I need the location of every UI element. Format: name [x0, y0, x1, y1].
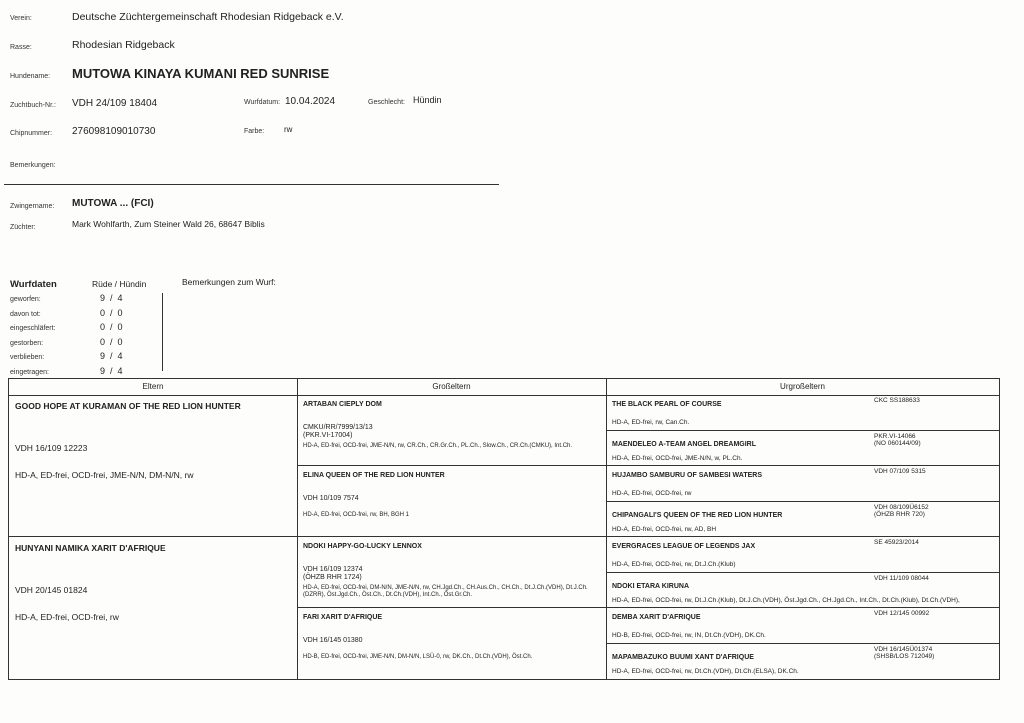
- parent-cell: [9, 395, 297, 537]
- great-grandparent-info: HD-A, ED-frei, OCD-frei, rw, Dt.J.Ch.(Klub): [612, 561, 736, 568]
- grandparent-name: NDOKI HAPPY-GO-LUCKY LENNOX: [303, 543, 422, 550]
- grandparents-column: [297, 379, 607, 679]
- grandparent-reg2: (PKR.VI-17004): [303, 432, 353, 439]
- great-grandparent-reg: PKR.VI-14066: [874, 432, 916, 440]
- grandparent-name: ELINA QUEEN OF THE RED LION HUNTER: [303, 472, 445, 479]
- zuechter-label: Züchter:: [10, 224, 36, 231]
- grandparent-info: HD-A, ED-frei, OCD-frei, DM-N/N, JME-N/N, rw, CH.Jgd.Ch., CH.Aus.Ch., CH.Ch., Dt.J.Ch.(VDH), Dt.J.Ch.(DZRR), Öst.Jgd.Ch., Öst.Ch., Dt.Ch.(VDH), Int.Ch., Öst.Gr.Ch.: [303, 585, 588, 598]
- hundename-label: Hundename:: [10, 73, 51, 80]
- great-grandparent-cell: [606, 431, 999, 467]
- zuechter: Mark Wohlfarth, Zum Steiner Wald 26, 68647 Biblis: [72, 219, 265, 229]
- grandparent-reg: VDH 16/109 12374: [303, 566, 363, 573]
- great-grandparent-name: MAENDELEO A-TEAM ANGEL DREAMGIRL: [612, 440, 757, 448]
- wurf-row-label: davon tot:: [10, 310, 41, 318]
- geschlecht-label: Geschlecht:: [368, 99, 405, 106]
- great-grandparent-name: CHIPANGALI'S QUEEN OF THE RED LION HUNTER: [612, 511, 783, 519]
- grandparent-reg: VDH 16/145 01380: [303, 637, 363, 644]
- great-grandparent-info: HD-A, ED-frei, OCD-frei, rw, Dt.Ch.(VDH), Dt.Ch.(ELSA), DK.Ch.: [612, 667, 799, 675]
- wurf-divider: [162, 293, 163, 371]
- wurf-row-value: 0 / 0: [100, 322, 123, 332]
- grandparent-reg: VDH 10/109 7574: [303, 495, 359, 502]
- header-urgrosseltern: Urgroßeltern: [606, 379, 999, 396]
- grandparent-info: HD-A, ED-frei, OCD-frei, rw, BH, BGH 1: [303, 512, 410, 518]
- grandparent-name: FARI XARIT D'AFRIQUE: [303, 614, 383, 621]
- great-grandparent-reg2: (ÖHZB RHR 720): [874, 510, 925, 518]
- great-grandparent-reg: VDH 12/145 00992: [874, 610, 930, 617]
- great-grandparent-cell: [606, 537, 999, 573]
- wurf-row-label: gestorben:: [10, 339, 44, 347]
- great-grandparent-cell: [606, 502, 999, 538]
- parent-name: HUNYANI NAMIKA XARIT D'AFRIQUE: [15, 543, 166, 553]
- parents-column: [9, 379, 298, 679]
- zuchtbuch-label: Zuchtbuch-Nr.:: [10, 102, 56, 109]
- wurfdaten-title: Wurfdaten: [10, 279, 57, 290]
- wurf-remarks-label: Bemerkungen zum Wurf:: [182, 277, 276, 287]
- great-grandparent-name: DEMBA XARIT D'AFRIQUE: [612, 614, 701, 621]
- wurf-row-value: 9 / 4: [100, 365, 123, 376]
- wurfdatum: 10.04.2024: [285, 96, 336, 107]
- great-grandparent-reg2: (SHSB/LOS 712049): [874, 652, 935, 660]
- chip: 276098109010730: [72, 126, 156, 137]
- grandparent-reg: CMKU/RR/7999/13/13: [303, 424, 373, 431]
- great-grandparent-reg: VDH 07/109 5315: [874, 468, 926, 475]
- wurf-row-value: 0 / 0: [100, 307, 123, 318]
- parent-info: HD-A, ED-frei, OCD-frei, JME-N/N, DM-N/N, rw: [15, 470, 194, 480]
- bemerkungen-label: Bemerkungen:: [10, 162, 56, 169]
- zwinger-label: Zwingername:: [10, 203, 55, 210]
- great-grandparent-info: HD-A, ED-frei, OCD-frei, rw, Dt.J.Ch.(Klub), Dt.J.Ch.(VDH), Öst.Jgd.Ch., CH.Jgd.Ch., Int.Ch., Dt.Ch.(Klub), Dt.Ch.(VDH),: [612, 596, 960, 604]
- great-grandparent-cell: [606, 466, 999, 502]
- parent-cell: [9, 537, 297, 679]
- great-grandparent-reg: VDH 11/109 08044: [874, 574, 929, 582]
- great-grandparent-cell: [606, 644, 999, 680]
- great-grandparent-info: HD-A, ED-frei, OCD-frei, rw: [612, 490, 692, 497]
- wurf-row-value: 9 / 4: [100, 351, 123, 361]
- great-grandparent-cell: [606, 573, 999, 609]
- pedigree-table: [8, 378, 1000, 680]
- zuchtbuch: VDH 24/109 18404: [72, 98, 158, 109]
- grandparent-cell: [297, 608, 606, 679]
- rasse-label: Rasse:: [10, 44, 32, 51]
- verein-label: Verein:: [10, 15, 32, 22]
- wurf-row-label: eingeschläfert:: [10, 325, 56, 332]
- grandparent-cell: [297, 466, 606, 537]
- grandparent-info: HD-B, ED-frei, OCD-frei, JME-N/N, DM-N/N, LSÜ-0, rw, DK.Ch., Dt.Ch.(VDH), Öst.Ch.: [303, 654, 533, 660]
- great-grandparent-name: NDOKI ETARA KIRUNA: [612, 582, 689, 590]
- parent-name: GOOD HOPE AT KURAMAN OF THE RED LION HUNTER: [15, 401, 241, 411]
- great-grandparent-name: EVERGRACES LEAGUE OF LEGENDS JAX: [612, 543, 756, 550]
- farbe-label: Farbe:: [244, 128, 265, 135]
- great-grandparent-reg2: (NO 060144/09): [874, 439, 921, 447]
- dog-name: MUTOWA KINAYA KUMANI RED SUNRISE: [72, 66, 330, 81]
- great-grandparent-name: MAPAMBAZUKO BUUMI XANT D'AFRIQUE: [612, 653, 754, 661]
- great-grandparents-column: [606, 379, 999, 679]
- rasse: Rhodesian Ridgeback: [72, 39, 175, 51]
- wurf-row-value: 9 / 4: [100, 293, 123, 303]
- chip-label: Chipnummer:: [10, 130, 53, 137]
- header-grosseltern: Großeltern: [297, 379, 606, 396]
- great-grandparent-reg: SE 45923/2014: [874, 539, 919, 546]
- great-grandparent-info: HD-A, ED-frei, rw, Can.Ch.: [612, 419, 690, 426]
- great-grandparent-info: HD-A, ED-frei, OCD-frei, JME-N/N, w, PL.Ch.: [612, 454, 743, 462]
- great-grandparent-reg: CKC SS188633: [874, 397, 920, 404]
- parent-reg: VDH 16/109 12223: [15, 443, 88, 453]
- farbe: rw: [284, 125, 293, 134]
- great-grandparent-info: HD-B, ED-frei, OCD-frei, rw, IN, Dt.Ch.(VDH), DK.Ch.: [612, 632, 766, 639]
- grandparent-reg2: (ÖHZB RHR 1724): [303, 574, 362, 581]
- geschlecht: Hündin: [413, 95, 442, 105]
- grandparent-cell: [297, 537, 606, 608]
- great-grandparent-reg: VDH 08/109Ü6152: [874, 503, 929, 511]
- parent-reg: VDH 20/145 01824: [15, 585, 88, 595]
- header-eltern: Eltern: [9, 379, 297, 396]
- wurf-row-label: eingetragen:: [10, 368, 49, 376]
- great-grandparent-cell: [606, 608, 999, 644]
- wurf-row-label: verblieben:: [10, 354, 45, 361]
- great-grandparent-reg: VDH 16/145Ü01374: [874, 645, 933, 653]
- grandparent-cell: [297, 395, 606, 466]
- parent-info: HD-A, ED-frei, OCD-frei, rw: [15, 612, 119, 622]
- wurf-row-value: 0 / 0: [100, 336, 123, 347]
- zwinger: MUTOWA ... (FCI): [72, 198, 154, 209]
- wurfdatum-label: Wurfdatum:: [244, 99, 281, 106]
- wurfdaten-columns: Rüde / Hündin: [92, 279, 147, 289]
- verein: Deutsche Züchtergemeinschaft Rhodesian Ridgeback e.V.: [72, 11, 344, 23]
- great-grandparent-name: HUJAMBO SAMBURU OF SAMBESI WATERS: [612, 472, 762, 479]
- great-grandparent-info: HD-A, ED-frei, OCD-frei, rw, AD, BH: [612, 525, 717, 533]
- divider: [4, 184, 499, 185]
- wurf-row-label: geworfen:: [10, 296, 41, 303]
- grandparent-name: ARTABAN CIEPLY DOM: [303, 401, 382, 408]
- grandparent-info: HD-A, ED-frei, OCD-frei, JME-N/N, rw, CR.Ch., CR.Gr.Ch., PL.Ch., Slow.Ch., CR.Ch.(CMKU), Int.Ch.: [303, 443, 573, 449]
- great-grandparent-cell: [606, 395, 999, 431]
- great-grandparent-name: THE BLACK PEARL OF COURSE: [612, 401, 722, 408]
